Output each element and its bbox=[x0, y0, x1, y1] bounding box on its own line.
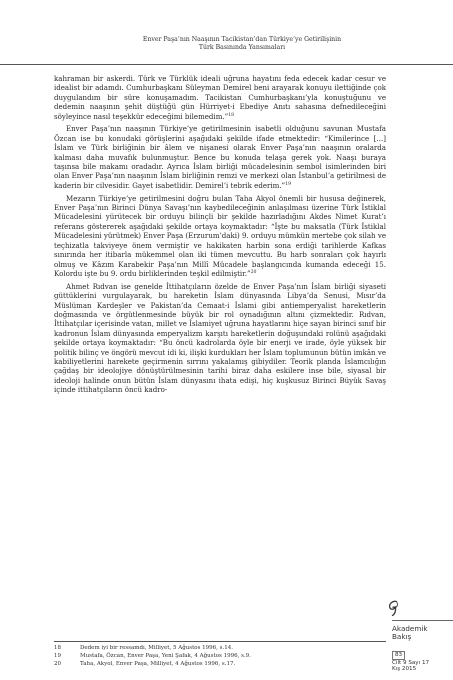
footnote-text: Dedem iyi bir ressamdı, Milliyet, 5 Ağustos 1996, s.14. bbox=[80, 645, 233, 651]
footnote-ref-18: 18 bbox=[228, 112, 235, 118]
footnote-number: 18 bbox=[54, 645, 61, 651]
issue-line-2: Kış 2015 bbox=[392, 666, 417, 673]
journal-name-line-1: Akademik bbox=[392, 624, 428, 633]
journal-info bbox=[392, 625, 452, 673]
sidebar-rule bbox=[392, 620, 453, 621]
header-rule bbox=[0, 64, 453, 65]
footnote-number: 19 bbox=[54, 653, 61, 660]
paragraph-3: Mezarın Türkiye’ye getirilmesini doğru bulan Taha Akyol önemli bir hususa değinerek, Enver Paşa’nın Birinci Dünya Savaşı’nın kaybedileceğinin anlaşılması üzerine Türk İstiklal Mücadelesini yürütecek bir orduyu bilinçli bir şekilde hazırladığını Akdes Nimet Kurat’ı referans göstererek aşağıdaki şekilde ortaya koymaktadır: “İşte bu maksatla (Türk İstiklal Mücadelesini yürütmek) Enver Paşa (Erzurum’daki) 9. orduyu mümkün mertebe çok silah ve teçhizatla takviyeye önem vermiştir ve hakikaten harbin sona erdiği tarihlerde Kafkas sınırında her itibarla mükemmel olan iki tümen mevcuttu. Bu harb sonraları çok hayırlı olmuş ve Kâzım Karabekir Paşa’nın Millî Mücadele başlangıcında kumanda edeceği 15. Kolordu işte bu 9. ordu birliklerinden teşkil edilmiştir.”$^{20}$ bbox=[54, 193, 386, 278]
footnote-ref-20: 20 bbox=[250, 269, 257, 275]
article-body bbox=[54, 74, 386, 395]
footnote-18 bbox=[54, 644, 386, 652]
footnote-number: 20 bbox=[54, 661, 61, 668]
footnote-20 bbox=[54, 660, 386, 668]
journal-name-line-2: Bakış bbox=[392, 631, 412, 641]
footnote-text: Mustafa, Özcan, Enver Paşa, Yeni Şafak, 4 Ağustos 1996, s.9. bbox=[80, 653, 251, 660]
paragraph-1: kahraman bir askerdi. Türk ve Türklük ideali uğruna hayatını feda edecek kadar cesur ve idealist bir adamdı. Cumhurbaşkanı Süleyman Demirel beni arayarak konuyu ilettiğinde çok duygulandım bir süre konuşamadım. Tacikistan Cumhurbaşkanı’yla konuştuğunu ve dedemin naaşının şehit düştüğü gün Hürriyet-i Ebediye Anıtı sahasına defnedileceğini söyleyince nasıl teşekkür edeceğimi bilemedim.”$^{18}$ bbox=[54, 74, 386, 121]
running-head-line-2: Türk Basınında Yansımaları bbox=[198, 44, 286, 52]
footnote-text: Taha, Akyol, Enver Paşa, Milliyet, 4 Ağustos 1996, s.17. bbox=[80, 661, 236, 668]
footnote-19 bbox=[54, 652, 386, 660]
page-number: 83 bbox=[392, 651, 405, 660]
issue-line-1: Cilt 9 Sayı 17 bbox=[392, 659, 430, 666]
footnotes bbox=[54, 644, 386, 669]
running-head-line-1: Enver Paşa’nın Naaşının Tacikistan’dan Türkiye’ye Getirilişinin bbox=[142, 36, 342, 43]
footnote-ref-19: 19 bbox=[285, 181, 292, 187]
paragraph-2: Enver Paşa’nın naaşının Türkiye’ye getirilmesinin isabetli olduğunu savunan Mustafa Özcan ise bu konudaki görüşlerini aşağıdaki şekilde ifade etmektedir: “Kimilerince […] İslam ve Türk birliğinin bir âlem ve nişanesi olarak Enver Paşa’nın naaşının oralarda kalması daha muvafık bulunmuştur. Bence bu konuda telaşa gerek yok. Naaşı buraya taşınsa bile makamı oradadır. Ayrıca İslam birliği mücadelesinin sembol isimlerinden biri olan Enver Paşa’nın naaşının İslam birliğinin remzi ve merkezi olan İstanbul’a getirilmesi de kaderin bir cilvesidir. Gayet isabetlidir. Demirel’i tebrik ederim.”$^{19}$ bbox=[54, 124, 386, 190]
journal-logo-icon bbox=[384, 598, 404, 618]
running-head bbox=[92, 36, 392, 53]
footnote-rule bbox=[54, 641, 386, 642]
paragraph-4: Ahmet Rıdvan ise genelde İttihatçıların özelde de Enver Paşa’nın İslam birliği siyaseti güttüklerini vurgulayarak, bu hareketin İslam dünyasında Libya’da Senusi, Mısır’da Müslüman Kardeşler ve Pakistan’da Cemaat-i İslami gibi antiemperyalist hareketlerin doğmasında ve örgütlenmesinde büyük bir rol oynadığının altını çizmektedir. Rıdvan, İttihatçılar içerisinde vatan, millet ve İslamiyet uğruna hayatlarını hiçe sayan birinci sınıf bir kadronun İslam dünyasında emperyalizm karşıtı hareketlerin doğuşundaki rolünü aşağıdaki şekilde ortaya koymaktadır: “Bu öncü kadrolarda öyle bir enerji ve irade, öyle yüksek bir politik bilinç ve öngörü mevcut idi ki, ilişki kurdukları her İslam toplumunun bütün imkân ve kabiliyetlerini harekete geçirmenin sırrını yakalamış gibiydiler. Teorik planda İslamcılığın çağdaş bir ideolojiye dönüştürülmesinin tarihi biraz daha eskilere inse bile, siyasal bir ideoloji halinde onun bütün İslam dünyasını ihata edişi, hiç kuşkusuz Birinci Büyük Savaş içinde ittihatçıların öncü kadro- bbox=[54, 281, 386, 395]
